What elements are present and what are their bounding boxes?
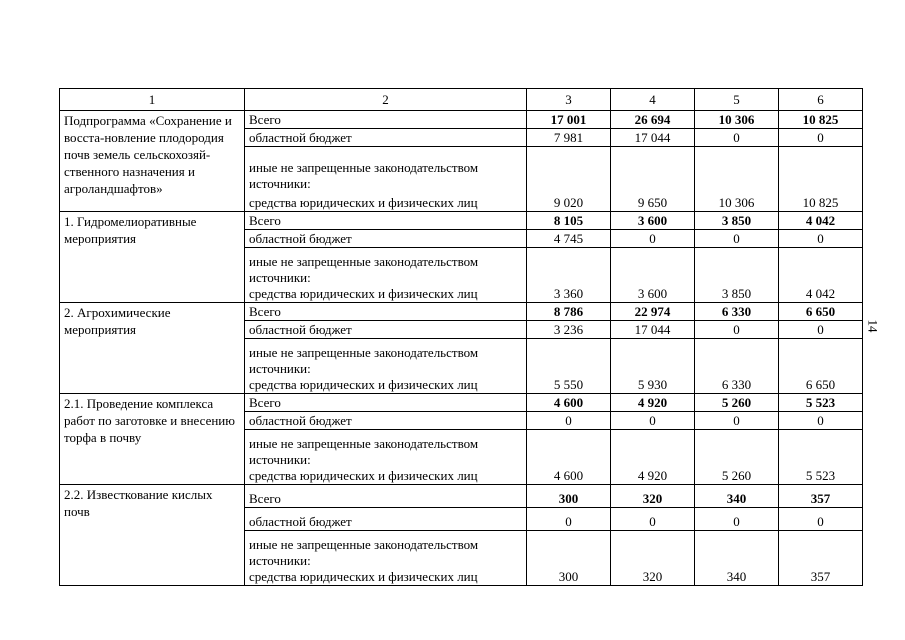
entities-label: средства юридических и физических лиц [249, 468, 478, 483]
entities-label: средства юридических и физических лиц [249, 195, 478, 210]
regional-budget-value: 0 [611, 508, 695, 531]
program-name: 2. Агрохимические мероприятия [60, 303, 245, 394]
entities-value: 5 930 [611, 339, 695, 394]
column-header: 1 [60, 89, 245, 111]
regional-budget-value: 0 [527, 508, 611, 531]
regional-budget-value: 0 [695, 412, 779, 430]
page-number: 14 [865, 319, 881, 333]
program-name: 2.1. Проведение комплекса работ по заготовке и внесению торфа в почву [60, 394, 245, 485]
entities-label: средства юридических и физических лиц [249, 286, 478, 301]
regional-budget-value: 4 745 [527, 230, 611, 248]
entities-label: средства юридических и физических лиц [249, 377, 478, 392]
table-row-total [60, 111, 863, 129]
total-value: 3 600 [611, 212, 695, 230]
regional-budget-value: 7 981 [527, 129, 611, 147]
total-value: 4 600 [527, 394, 611, 412]
other-sources-cell [245, 147, 527, 212]
regional-budget-value: 0 [779, 508, 863, 531]
entities-value: 300 [527, 531, 611, 586]
regional-budget-value: 0 [779, 230, 863, 248]
total-value: 10 825 [779, 111, 863, 129]
total-label: Всего [245, 111, 527, 129]
regional-budget-value: 0 [779, 321, 863, 339]
column-header: 5 [695, 89, 779, 111]
other-sources-label: иные не запрещенные законодательством источники: [249, 537, 479, 568]
total-label: Всего [245, 303, 527, 321]
regional-budget-value: 17 044 [611, 129, 695, 147]
table-row-total [60, 485, 863, 508]
total-value: 3 850 [695, 212, 779, 230]
regional-budget-value: 0 [527, 412, 611, 430]
regional-budget-label: областной бюджет [245, 321, 527, 339]
entities-value: 3 850 [695, 248, 779, 303]
regional-budget-value: 0 [695, 129, 779, 147]
other-sources-cell [245, 248, 527, 303]
total-value: 4 920 [611, 394, 695, 412]
program-name: 2.2. Известкование кислых почв [60, 485, 245, 586]
other-sources-label: иные не запрещенные законодательством источники: [249, 254, 479, 285]
regional-budget-value: 17 044 [611, 321, 695, 339]
total-value: 5 523 [779, 394, 863, 412]
total-value: 4 042 [779, 212, 863, 230]
other-sources-cell [245, 531, 527, 586]
regional-budget-value: 0 [779, 129, 863, 147]
total-value: 22 974 [611, 303, 695, 321]
entities-value: 4 920 [611, 430, 695, 485]
total-value: 320 [611, 485, 695, 508]
total-value: 6 650 [779, 303, 863, 321]
total-label: Всего [245, 394, 527, 412]
regional-budget-value: 0 [695, 508, 779, 531]
other-sources-label: иные не запрещенные законодательством источники: [249, 160, 479, 191]
entities-value: 9 650 [611, 147, 695, 212]
entities-label: средства юридических и физических лиц [249, 569, 478, 584]
total-value: 340 [695, 485, 779, 508]
total-value: 357 [779, 485, 863, 508]
other-sources-cell [245, 430, 527, 485]
regional-budget-label: областной бюджет [245, 129, 527, 147]
other-sources-label: иные не запрещенные законодательством источники: [249, 436, 479, 467]
entities-value: 357 [779, 531, 863, 586]
table-row-total [60, 394, 863, 412]
total-label: Всего [245, 485, 527, 508]
entities-value: 320 [611, 531, 695, 586]
entities-value: 340 [695, 531, 779, 586]
regional-budget-label: областной бюджет [245, 412, 527, 430]
regional-budget-value: 0 [695, 230, 779, 248]
total-value: 8 105 [527, 212, 611, 230]
total-label: Всего [245, 212, 527, 230]
other-sources-label: иные не запрещенные законодательством источники: [249, 345, 479, 376]
regional-budget-value: 0 [611, 230, 695, 248]
entities-value: 4 600 [527, 430, 611, 485]
column-header: 2 [245, 89, 527, 111]
total-value: 6 330 [695, 303, 779, 321]
table-row-total [60, 303, 863, 321]
entities-value: 5 523 [779, 430, 863, 485]
entities-value: 6 650 [779, 339, 863, 394]
total-value: 8 786 [527, 303, 611, 321]
header-row [60, 89, 863, 111]
entities-value: 4 042 [779, 248, 863, 303]
total-value: 17 001 [527, 111, 611, 129]
column-header: 4 [611, 89, 695, 111]
total-value: 300 [527, 485, 611, 508]
total-value: 10 306 [695, 111, 779, 129]
regional-budget-label: областной бюджет [245, 508, 527, 531]
regional-budget-value: 3 236 [527, 321, 611, 339]
regional-budget-value: 0 [695, 321, 779, 339]
regional-budget-value: 0 [611, 412, 695, 430]
entities-value: 5 260 [695, 430, 779, 485]
program-name: Подпрограмма «Сохранение и восста-новление плодородия почв земель сельскохозяй-ственного назначения и агроландшафтов» [60, 111, 245, 212]
entities-value: 3 600 [611, 248, 695, 303]
program-name: 1. Гидромелиоративные мероприятия [60, 212, 245, 303]
entities-value: 6 330 [695, 339, 779, 394]
entities-value: 10 306 [695, 147, 779, 212]
regional-budget-label: областной бюджет [245, 230, 527, 248]
other-sources-cell [245, 339, 527, 394]
total-value: 5 260 [695, 394, 779, 412]
budget-table [59, 88, 863, 586]
column-header: 6 [779, 89, 863, 111]
entities-value: 10 825 [779, 147, 863, 212]
entities-value: 9 020 [527, 147, 611, 212]
table-row-total [60, 212, 863, 230]
column-header: 3 [527, 89, 611, 111]
entities-value: 3 360 [527, 248, 611, 303]
regional-budget-value: 0 [779, 412, 863, 430]
total-value: 26 694 [611, 111, 695, 129]
entities-value: 5 550 [527, 339, 611, 394]
